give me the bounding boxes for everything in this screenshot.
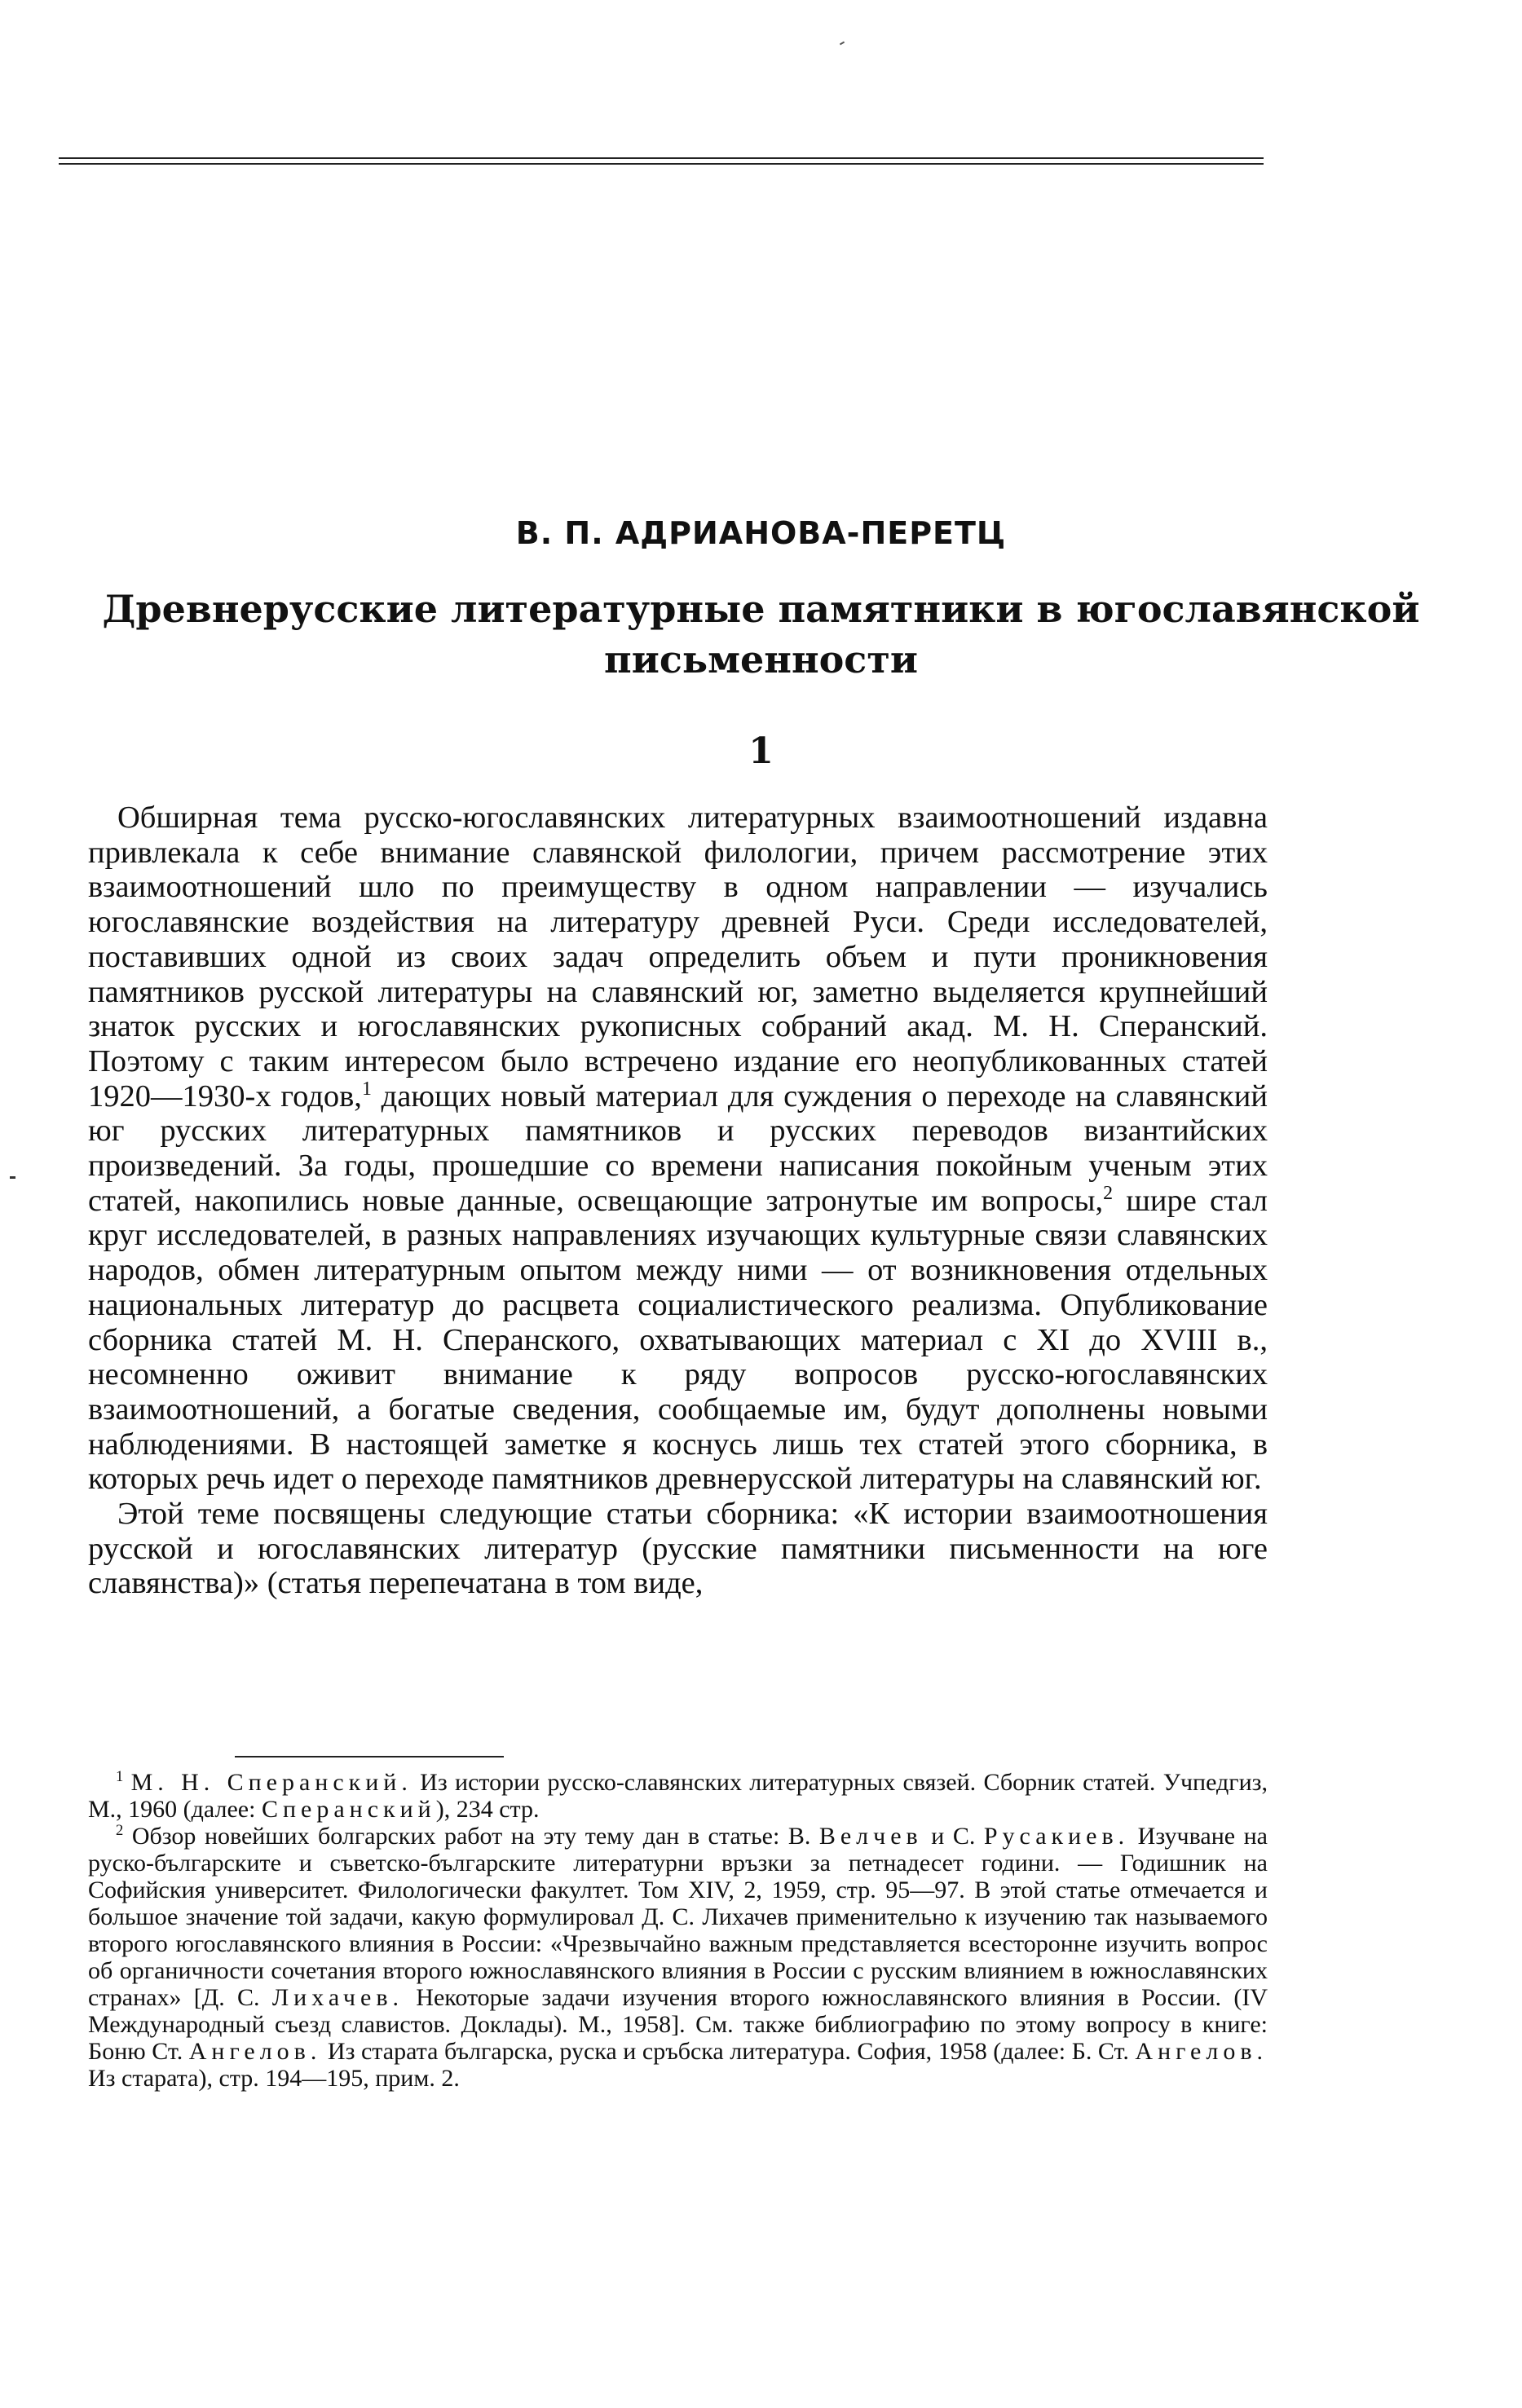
footnote-2-part-b: и С. [922,1823,984,1850]
footnote-1-author: М. Н. Сперанский. [130,1769,412,1796]
article-title [73,584,1449,685]
footnote-1-number: 1 [116,1768,124,1785]
footnote-2-part-d: Некоторые задачи изучения второго южнославянского влияния в России. (IV Международный съезд славистов. Доклады). М., 1958]. См. также библиографию по этому вопросу в книге: Боню Ст. [88,1984,1268,2065]
article-body [88,800,1268,1601]
section-number: 1 [748,730,774,772]
footnote-2 [88,1823,1268,2092]
footnote-1-text: Из истории русско-славянских литературных связей. Сборник статей. Учпедгиз, М., 1960 (далее: [88,1769,1268,1823]
footnote-2-author-angelov: Ангелов. [188,2038,322,2065]
body-paragraph-2: Этой теме посвящены следующие статьи сборника: «К истории взаимоотношения русской и югославянских литератур (русские памятники письменности на юге славянства)» (статья перепечатана в том виде, [88,1497,1268,1601]
footnote-2-part-c: Изучване на руско-българските и съветско-българските литературни връзки за петнадесет години. — Годишник на Софийския университет. Филологически факултет. Том XIV, 2, 1959, стр. 95—97. В этой статье отмечается и большое значение той задачи, какую формулировал Д. С. Лихачев применительно к изучению так называемого второго югославянского влияния в России: «Чрезвычайно важным представляется всесторонне изучить вопрос об органичности сочетания второго южнославянского влияния в России с русским влиянием в южнославянских странах» [Д. С. [88,1823,1268,2011]
footnote-2-author-velchev: Велчев [818,1823,923,1850]
footnote-ref-2: 2 [1103,1182,1114,1204]
stray-print-mark [840,42,845,46]
footnote-2-author-likhachev: Лихачев. [271,1984,404,2011]
footnote-1 [88,1769,1268,1823]
footnote-2-part-f: Из старата), стр. 194—195, прим. 2. [88,2065,460,2092]
article-author: В. П. АДРИАНОВА-ПЕРЕТЦ [515,515,1007,551]
article-title-line-2: письменности [604,637,918,681]
footnote-1-end: ), 234 стр. [435,1796,540,1823]
footnotes [88,1769,1268,2092]
footnote-2-author-rusakiev: Русакиев. [983,1823,1130,1850]
body-paragraph-1 [88,800,1268,1497]
margin-print-mark [10,1176,15,1179]
top-rule-lower [59,163,1264,165]
footnote-2-part-a: Обзор новейших болгарских работ на эту тему дан в статье: В. [131,1823,819,1850]
footnote-1-short-ref: Сперанский [261,1796,436,1823]
footnote-ref-1: 1 [361,1078,372,1100]
top-rule-upper [59,157,1264,159]
footnote-separator [235,1756,504,1757]
article-title-line-1: Древнерусские литературные памятники в югославянской [102,587,1420,631]
body-paragraph-1-part-a: Обширная тема русско-югославянских литературных взаимоотношений издавна привлекала к себе внимание славянской филологии, причем рассмотрение этих взаимоотношений шло по преимуществу в одном направлении — изучались югославянские воздействия на литературу древней Руси. Среди исследователей, поставивших одной из своих задач определить объем и пути проникновения памятников русской литературы на славянский юг, заметно выделяется крупнейший знаток русских и югославянских рукописных собраний акад. М. Н. Сперанский. Поэтому с таким интересом было встречено издание его неопубликованных статей 1920—1930-х годов, [88,800,1268,1114]
body-paragraph-1-part-b: дающих новый материал для суждения о переходе на славянский юг русских литературных памятников и русских переводов византийских произведений. За годы, прошедшие со времени написания покойным ученым этих статей, накопились новые данные, освещающие затронутые им вопросы, [88,1078,1268,1218]
footnote-2-author-angelov-short: Ангелов. [1135,2038,1268,2065]
footnote-2-part-e: Из старата българска, руска и сръбска литература. София, 1958 (далее: Б. Ст. [321,2038,1136,2065]
body-paragraph-1-part-c: шире стал круг исследователей, в разных направлениях изучающих культурные связи славянских народов, обмен литературным опытом между ними — от возникновения отдельных национальных литератур до расцвета социалистического реализма. Опубликование сборника статей М. Н. Сперанского, охватывающих материал с XI до XVIII в., несомненно оживит внимание к ряду вопросов русско-югославянских взаимоотношений, а богатые сведения, сообщаемые им, будут дополнены новыми наблюдениями. В настоящей заметке я коснусь лишь тех статей этого сборника, в которых речь идет о переходе памятников древнерусской литературы на славянский юг. [88,1183,1268,1497]
footnote-2-number: 2 [116,1822,124,1839]
